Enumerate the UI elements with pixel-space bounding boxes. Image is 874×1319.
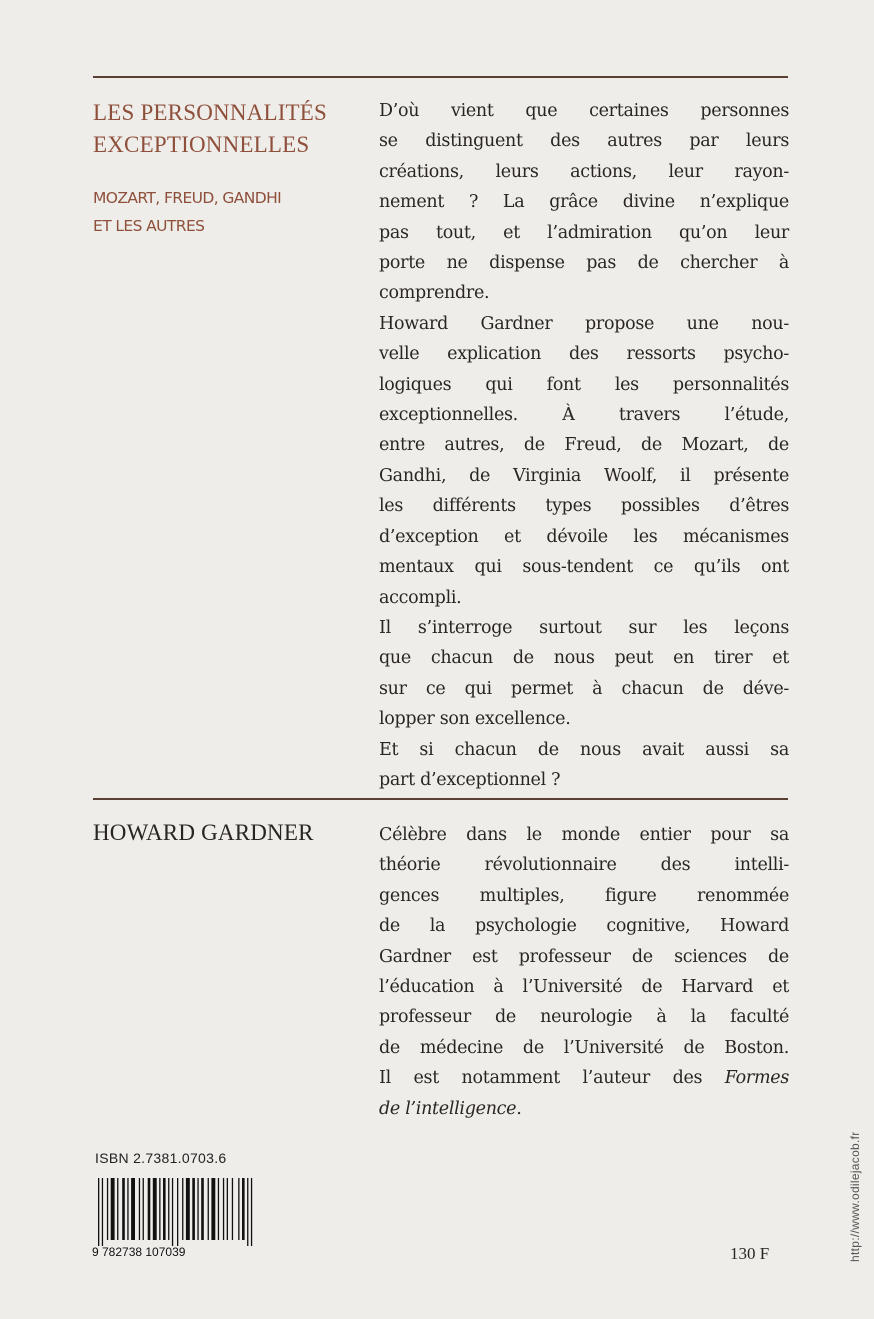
barcode-bar	[208, 1178, 209, 1240]
blurb-line: mentaux qui sous-tendent ce qu’ils ont	[379, 557, 789, 578]
barcode-bar	[227, 1178, 228, 1240]
blurb-line: accompli.	[379, 587, 462, 608]
barcode-bar	[107, 1178, 108, 1240]
barcode	[92, 1178, 260, 1258]
barcode-bar	[143, 1178, 144, 1240]
book-subtitle	[93, 184, 281, 240]
blurb-line: nement ? La grâce divine n’explique	[379, 192, 789, 213]
blurb-line: exceptionnelles. À travers l’étude,	[379, 405, 789, 426]
bio-book-title-part-2: de l’intelligence	[379, 1098, 517, 1119]
barcode-bar	[242, 1178, 245, 1240]
book-blurb	[379, 96, 789, 795]
bio-line-text: Il est notamment l’auteur des	[379, 1068, 703, 1089]
barcode-bar	[98, 1178, 99, 1246]
blurb-line: créations, leurs actions, leur rayon-	[379, 161, 789, 182]
middle-rule	[93, 798, 788, 800]
book-title-line-1: LES PERSONNALITÉS	[93, 100, 328, 125]
barcode-bar	[211, 1178, 215, 1240]
bio-line: de la psychologie cognitive, Howard	[379, 916, 789, 937]
barcode-bar	[168, 1178, 169, 1240]
barcode-bar	[139, 1178, 140, 1240]
barcode-bar	[111, 1178, 115, 1240]
barcode-bar	[131, 1178, 135, 1240]
blurb-line: velle explication des ressorts psycho-	[379, 344, 789, 365]
bio-line: théorie révolutionnaire des intelli-	[379, 855, 789, 876]
barcode-digits: 9 782738 107039	[92, 1245, 186, 1258]
bio-line: l’éducation à l’Université de Harvard et	[379, 977, 789, 998]
publisher-website: http://www.odilejacob.fr	[848, 1131, 862, 1262]
blurb-line: entre autres, de Freud, de Mozart, de	[379, 435, 789, 456]
bio-end-punctuation: .	[516, 1098, 522, 1119]
barcode-bar	[153, 1178, 157, 1240]
bio-line: gences multiples, figure renommée	[379, 885, 789, 906]
barcode-bar	[127, 1178, 128, 1240]
isbn-label: ISBN 2.7381.0703.6	[95, 1150, 227, 1166]
bio-line-with-title	[379, 1063, 789, 1093]
blurb-line: porte ne dispense pas de chercher à	[379, 253, 789, 274]
barcode-bar	[159, 1178, 160, 1240]
bio-line: Gardner est professeur de sciences de	[379, 946, 789, 967]
barcode-bar	[117, 1178, 118, 1240]
barcode-bar	[232, 1178, 233, 1240]
bio-line: Célèbre dans le monde entier pour sa	[379, 825, 789, 845]
barcode-bar	[186, 1178, 190, 1240]
bio-line: de médecine de l’Université de Boston.	[379, 1037, 789, 1058]
blurb-line: D’où vient que certaines personnes	[379, 101, 789, 121]
blurb-line: les différents types possibles d’êtres	[379, 496, 789, 517]
blurb-line: part d’exceptionnel ?	[379, 769, 561, 790]
barcode-bar	[251, 1178, 252, 1246]
barcode-bar	[172, 1178, 173, 1246]
blurb-line: Howard Gardner propose une nou-	[379, 313, 789, 334]
barcode-bar	[192, 1178, 195, 1240]
top-rule	[93, 76, 788, 78]
price-label: 130 F	[730, 1244, 770, 1263]
author-bio	[379, 820, 789, 1124]
barcode-bar	[163, 1178, 166, 1240]
blurb-line: que chacun de nous peut en tirer et	[379, 648, 789, 669]
blurb-line: pas tout, et l’admiration qu’on leur	[379, 222, 789, 243]
barcode-bar	[201, 1178, 204, 1240]
bio-book-title-part-1: Formes	[724, 1068, 790, 1089]
author-name: HOWARD GARDNER	[93, 820, 314, 845]
book-title-line-2: EXCEPTIONNELLES	[93, 132, 310, 157]
blurb-line: d’exception et dévoile les mécanismes	[379, 526, 789, 547]
blurb-line: Il s’interroge surtout sur les leçons	[379, 617, 789, 638]
blurb-line: Et si chacun de nous avait aussi sa	[379, 739, 789, 760]
bio-line: professeur de neurologie à la faculté	[379, 1007, 789, 1028]
book-title	[93, 97, 327, 161]
blurb-line: sur ce qui permet à chacun de déve-	[379, 678, 789, 699]
blurb-line: logiques qui font les personnalités	[379, 374, 789, 395]
barcode-bar	[182, 1178, 183, 1240]
barcode-bar	[148, 1178, 151, 1240]
barcode-bar	[238, 1178, 239, 1240]
book-subtitle-line-1: MOZART, FREUD, GANDHI	[93, 189, 282, 207]
blurb-line: lopper son excellence.	[379, 709, 571, 730]
blurb-line: comprendre.	[379, 283, 490, 304]
blurb-line: se distinguent des autres par leurs	[379, 131, 789, 152]
barcode-bar	[218, 1178, 219, 1240]
barcode-bar	[197, 1178, 198, 1240]
barcode-bar	[223, 1178, 224, 1240]
barcode-bar	[102, 1178, 103, 1246]
barcode-bar	[177, 1178, 178, 1246]
book-subtitle-line-2: ET LES AUTRES	[93, 217, 205, 235]
bio-last-line	[379, 1094, 789, 1124]
barcode-bar	[247, 1178, 248, 1246]
barcode-bar	[122, 1178, 125, 1240]
blurb-line: Gandhi, de Virginia Woolf, il présente	[379, 465, 789, 486]
